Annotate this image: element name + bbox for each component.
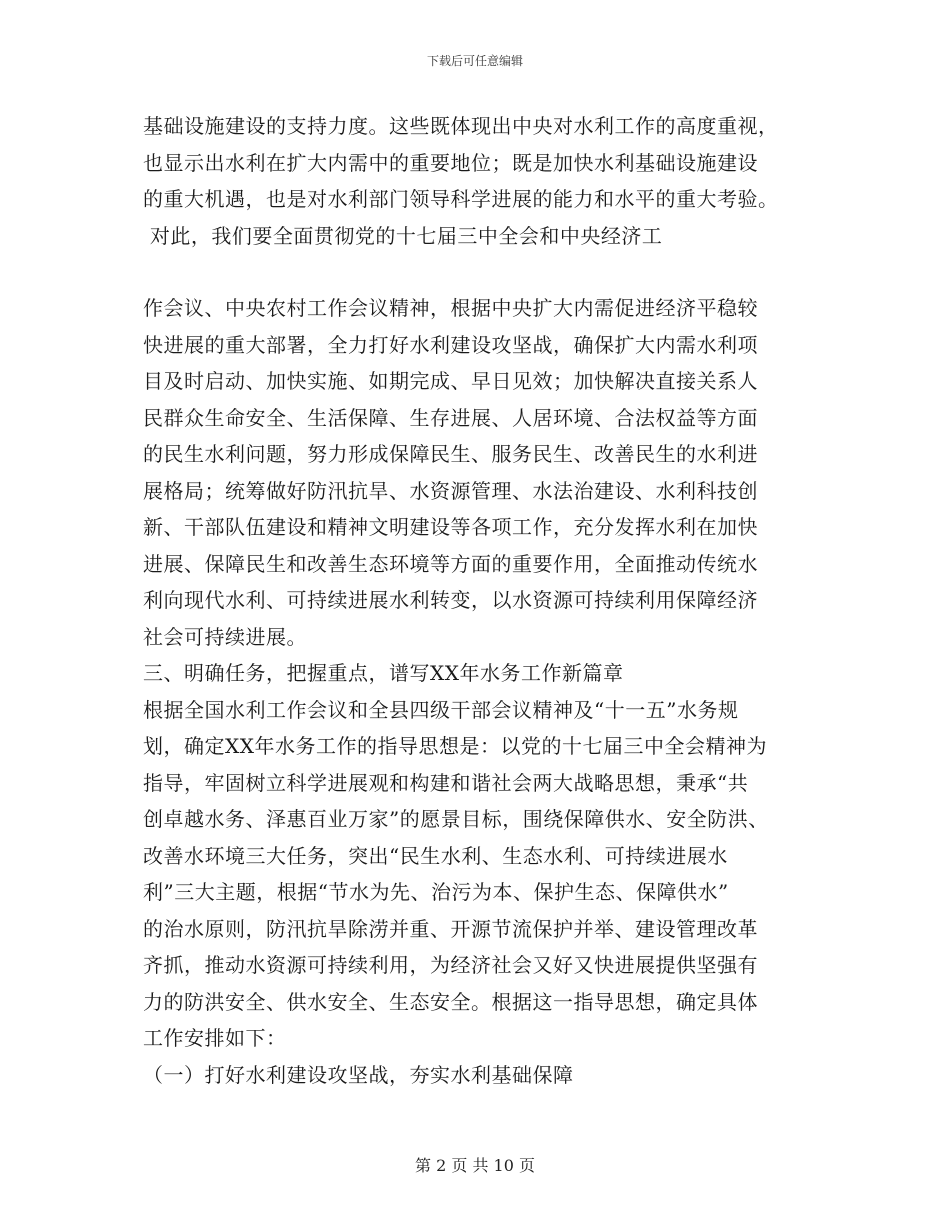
text-line: 指导，牢固树立科学进展观和构建和谐社会两大战略思想，秉承“共 — [143, 770, 749, 795]
section-heading: 三、明确任务，把握重点，谱写XX年水务工作新篇章 — [143, 661, 624, 685]
subsection-heading: （一）打好水利建设攻坚战，夯实水利基础保障 — [143, 1062, 574, 1087]
text-line: 作会议、中央农村工作会议精神，根据中央扩大内需促进经济平稳较 — [143, 296, 758, 320]
paragraph-gap — [143, 254, 813, 290]
text-line: 的重大机遇，也是对水利部门领导科学进展的能力和水平的重大考验。 — [143, 187, 779, 211]
text-line: 工作安排如下： — [143, 1026, 287, 1050]
text-line: 目及时启动、加快实施、如期完成、早日见效；加快解决直接关系人 — [143, 369, 758, 393]
paragraph-block-2 — [143, 290, 813, 1093]
text-line: 的治水原则，防汛抗旱除涝并重、开源节流保护并举、建设管理改革 — [143, 916, 758, 941]
paragraph-block-1 — [143, 108, 813, 254]
text-line: 社会可持续进展。 — [143, 624, 307, 649]
text-line: 也显示出水利在扩大内需中的重要地位；既是加快水利基础设施建设 — [143, 150, 758, 175]
text-line: 的民生水利问题，努力形成保障民生、服务民生、改善民生的水利进 — [143, 442, 758, 466]
document-body — [143, 108, 813, 1093]
text-line: 利”三大主题，根据“节水为先、治污为本、保护生态、保障供水” — [143, 880, 729, 904]
text-line: 民群众生命安全、生活保障、生存进展、人居环境、合法权益等方面 — [143, 405, 758, 430]
text-line: 基础设施建设的支持力度。这些既体现出中央对水利工作的高度重视， — [143, 114, 779, 138]
text-line: 划，确定XX年水务工作的指导思想是：以党的十七届三中全会精神为 — [143, 734, 767, 758]
page-header: 下载后可任意编辑 — [426, 54, 523, 68]
text-line: 展格局；统筹做好防汛抗旱、水资源管理、水法治建设、水利科技创 — [143, 478, 758, 503]
text-line: 对此，我们要全面贯彻党的十七届三中全会和中央经济工 — [143, 223, 663, 248]
text-line: 利向现代水利、可持续进展水利转变，以水资源可持续利用保障经济 — [143, 588, 758, 612]
text-line: 进展、保障民生和改善生态环境等方面的重要作用，全面推动传统水 — [143, 551, 758, 576]
text-line: 新、干部队伍建设和精神文明建设等各项工作，充分发挥水利在加快 — [143, 515, 758, 539]
page-number-footer: 第 2 页 共 10 页 — [415, 1156, 535, 1175]
text-line: 根据全国水利工作会议和全县四级干部会议精神及“十一五”水务规 — [143, 697, 739, 722]
text-line: 创卓越水务、泽惠百业万家”的愿景目标，围绕保障供水、安全防洪、 — [143, 807, 769, 831]
text-line: 改善水环境三大任务，突出“民生水利、生态水利、可持续进展水 — [143, 843, 728, 868]
text-line: 力的防洪安全、供水安全、生态安全。根据这一指导思想，确定具体 — [143, 989, 758, 1014]
text-line: 齐抓，推动水资源可持续利用，为经济社会又好又快进展提供坚强有 — [143, 953, 758, 977]
text-line: 快进展的重大部署，全力打好水利建设攻坚战，确保扩大内需水利项 — [143, 332, 758, 357]
